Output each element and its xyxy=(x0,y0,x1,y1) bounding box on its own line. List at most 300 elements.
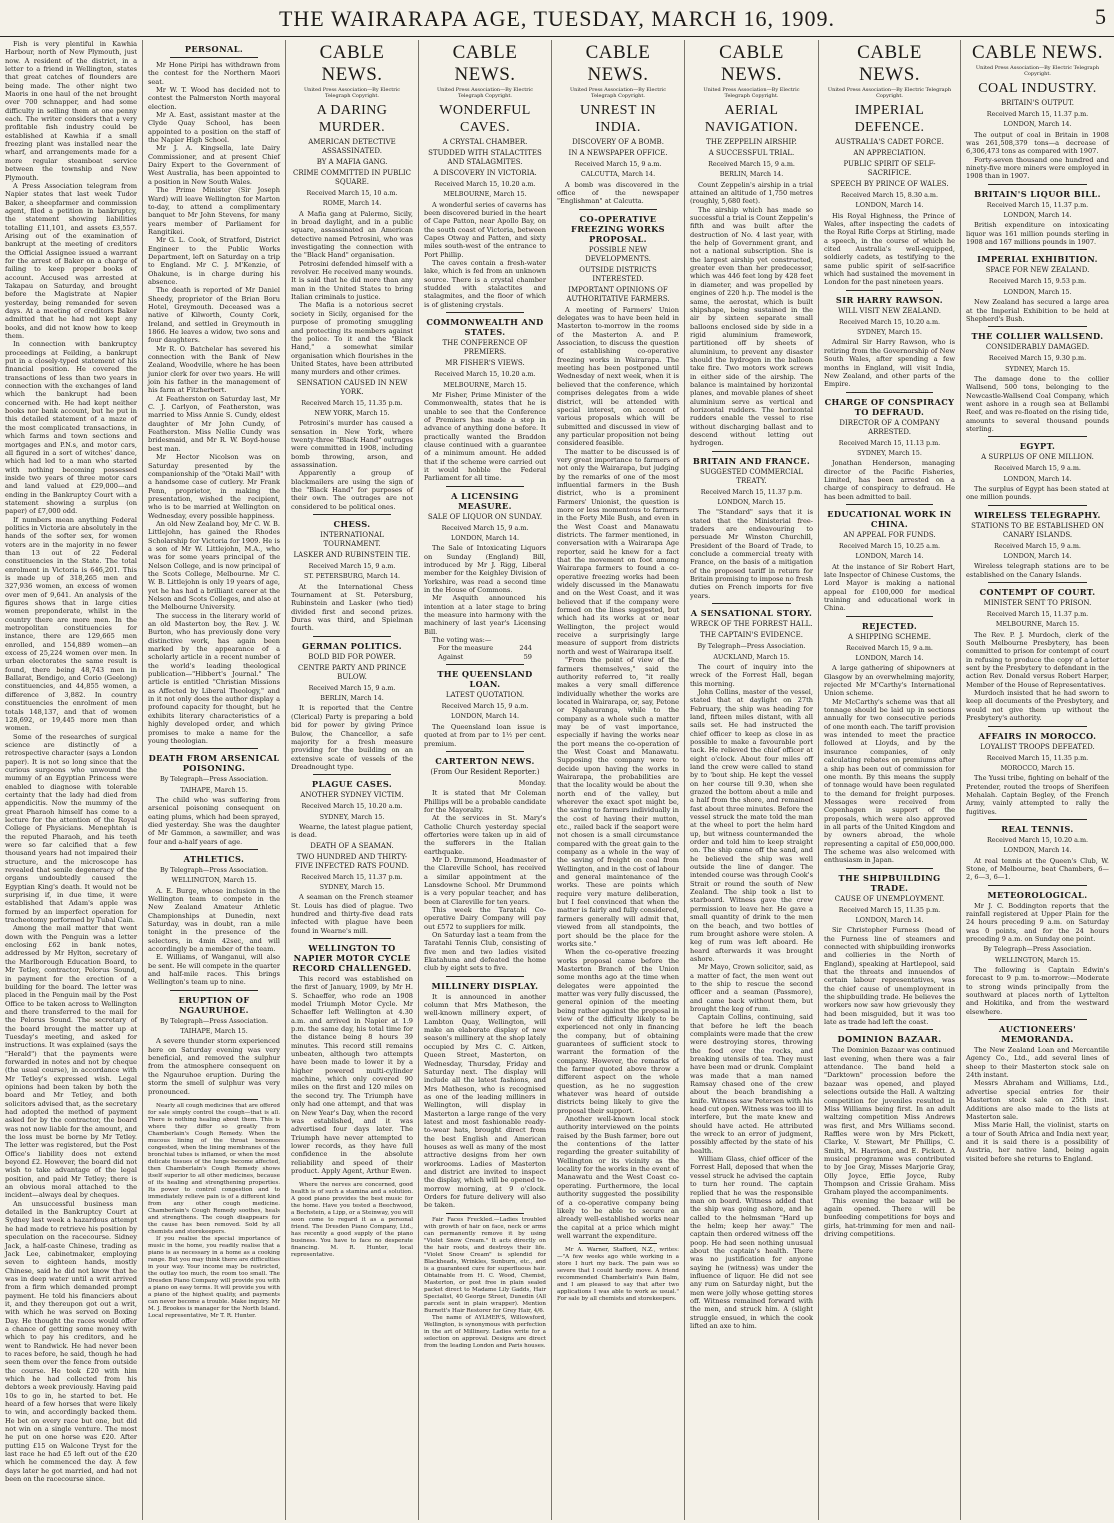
received-line: Received March 15, 11.35 p.m. xyxy=(986,753,1089,762)
subheading: SUGGESTED COMMERCIAL TREATY. xyxy=(699,467,804,485)
divider xyxy=(446,486,524,487)
paragraph: The Dominion Bazaar was continued last evening, when there was a fair attendance. The band held a "Darktown" procession before the bazaar was opened, and played selections outside the Hall. A waltzing competition for juveniles resulted in Miss Williams being first. In an adult waltzing competition Miss Andrews was first, and Mrs Williams second. Raffles were won by Mrs Pickett, Clarke, V. Stewart, Mr Phillips, C. Smith, M. Harrison, and E. Pickett. A musical programme was contributed to by Joe Gray, Misses Marjorie Gray, Olly Joyce, Effie Joyce, Ruby Thompson and Crissie Graham. Miss Graham played the accompaniments. xyxy=(824,1046,955,1197)
divider xyxy=(988,582,1087,583)
paragraph: It is stated that Mr Coleman Phillips will be a probable candidate for the Mayoralty. xyxy=(424,789,546,814)
advertisement: The name of AYLMER'S, Willowsford, Wellington, is synonymous with perfection in the art of Millinery. Ladies write for a selection on approval. Designs are direct from the leading London and Paris houses. xyxy=(424,1314,546,1349)
divider xyxy=(846,868,933,869)
divider xyxy=(988,326,1087,327)
advertisement: If you realise the special importance of music in the home, you readily realise that a piano is as necessary in a home as a cooking range. But you may think there are difficulties in your way. Your income may be restricted, the outlay too much, the room too small. The Dresden Piano Company will provide you with a piano on easy terms. It will provide you with a piano of the highest quality, and payments can never become a trouble. Make inquiry. Mr M. J. Brookes is manager for the North Island. Local representative, Mr T. R. Hunter. xyxy=(148,1235,280,1319)
paragraph: E. Williams, of Wanganui, will also be sent. He will compete in the quarter and half-mile races. This brings Wellington's team up to nine. xyxy=(148,953,280,987)
subheading: CONSIDERABLY DAMAGED. xyxy=(985,343,1090,352)
received-line: Received March 15, 11.35 p.m. xyxy=(301,398,403,407)
received-line: Received March 15, 9 a.m. xyxy=(308,683,396,692)
paragraph: Mr Fisher, Prime Minister of the Commonwealth, states that he is unable to see that the Conference of Premiers has made a step in advance of anything done before. It practically wanted the Braddon clause continued with a guarantee of a minimum amount. He added that if the scheme were carried out it would hobble the Federal Parliament for all time. xyxy=(424,390,546,483)
page-number: 5 xyxy=(1095,4,1106,29)
paragraph: Apparently a group of blackmailers are using the sign of the "Black Hand" for purposes of their own. The outrages are not considered to be political ones. xyxy=(291,469,413,511)
subheading: AMERICAN DETECTIVE ASSASSINATED. xyxy=(308,138,396,155)
subheading: LATEST QUOTATION. xyxy=(445,691,525,700)
section-heading: CHESS. xyxy=(333,519,371,530)
vote-row xyxy=(424,653,546,661)
divider xyxy=(712,451,791,452)
paragraph: Mr Hector Nicolson was on Saturday presented by the companionship of the "Otaki Mail" with a handsome case of cutlery. Mr Frank Penn, proprietor, in making the presentation, wished the recipient, who is to be married at Wellington on Wednesday, every possible happiness. xyxy=(148,453,280,520)
section-heading: GERMAN POLITICS. xyxy=(302,640,402,651)
received-line: Received March 15, 11.37 p.m. xyxy=(986,200,1089,209)
paragraph: A meeting of Farmers' Union delegates was to have been held in Masterton to-morrow in the rooms of the Masterton A. and P. Association, to discuss the question of establishing co-operative freezing works in Wairarapa. The meeting has been postponed until Wednesday of next week, when it is believed that the conference, which comprises delegates from a wide district, will be attended with special interest, on account of various proposals which will be submitted and discussed in view of any particular proposition not being considered feasible. xyxy=(557,305,679,448)
paragraph: The airship which has made so successful a trial is Count Zeppelin's fifth and was built after the destruction of No. 4 last year, with the help of Government grant, and not a national subscription. She is the largest airship yet constructed, greater even than her predecessor, which was 446 feet long by 428 feet in diameter, and was propelled by engines of 220 h.p. The model is the same, the aerostat, which is built shipshape, being sustained in the air by sixteen separate small balloons enclosed side by side in a rigid aluminium framework, partitioned off by sheets of aluminium, to prevent any disaster should the hydrogen in the balloon take fire. Two motors work screws in either side of the airship. The balance is maintained by horizontal planes, and movable planes of sheet aluminium serve as vertical and horizontal rudders. The horizontal rudders enable the vessel to rise without discharging ballast and to descend without letting out hydrogen. xyxy=(690,205,813,448)
vote-label: Against xyxy=(438,652,464,661)
subheading: A CRYSTAL CHAMBER. xyxy=(442,138,528,146)
dateline: MELBOURNE, March 15. xyxy=(443,380,527,389)
paragraph: An unsuccessful business man detailed in the Bankruptcy Court at Sydney last week a hazardous attempt he had made to retrieve his position by speculation on the racecourse. Sidney Jack, a half-caste Chinese, trading as Jack Lee, cabinetmaker, employing seven to eighteen hands, mostly Chinese, said he did not know that he was in deep water until a writ arrived from a firm which demanded prompt payment. He told his financiers about it, and they thereupon got out a writ, with which he was served on Boxing Day. He thought the races would offer a chance of getting some money with which to pay his creditors, and he went to Randwick. He had never been to races before, he said, though he had seen them over the fence from outside the course. He took £20 with him which he had collected from his debtors a week previously. Having paid 10s to go in, he started to bet. He heard of a few horses that were likely to win, and accordingly backed them. He bet on every race but one, but did not win on a single venture. The most he put on one horse was £20. After putting £15 on Walcone Tryst for the last race he had £5 left out of the £20 which he commenced the day. A few days later he got married, and had not been on the racecourse since. xyxy=(5,1199,137,1484)
paragraph: A severe thunder storm experienced here on Saturday evening was very beneficial, and removed the sulphur from the atmosphere consequent on the Ngauruhoe eruption. During the storm the smell of sulphur was very pronounced. xyxy=(148,1037,280,1096)
copyright-credit: United Press Association—By Electric Telegraph Copyright. xyxy=(436,87,534,99)
received-line: Received March 15, 9 a.m. xyxy=(574,160,662,168)
section-heading: A LICENSING MEASURE. xyxy=(451,490,519,511)
received-line: Received March 15, 11.13 p.m. xyxy=(838,438,941,447)
cable-news-heading: CABLE NEWS. xyxy=(857,42,922,85)
paragraph: If numbers mean anything Federal politics in Victoria are absolutely in the hands of the softer sex, for women voters are in the majority in no fewer than 13 out of 22 Federal constituencies in the State. The total enrolment in Victoria is 646,201. This is made up of 318,265 men and 327,936 women, an excess of women over men of 9,641. An analysis of the figures shows that in large cities women preponderate, whilst in the country there are more men. In the metropolitan constituencies for instance, there are 129,665 men enrolled, and 154,889 women—an excess of 25,224 women over men. In urban electorates the same result is found, there being 48,743 men in Ballarat, Bendigo, and Corio (Geelong) constituencies, and 44,855 women, a difference of 3,882. In country constituencies the enrolment of men totals 148,137, and that of women 128,692, or 19,445 more men than women. xyxy=(5,515,137,733)
received-line: Received March 15, 10.20 a.m. xyxy=(434,180,536,188)
subheading: CENTRE PARTY AND PRINCE BULOW. xyxy=(297,663,406,681)
divider xyxy=(988,885,1087,886)
dateline: LONDON, March 14. xyxy=(855,915,924,924)
subheading: CAUSE OF UNEMPLOYMENT. xyxy=(834,894,945,903)
paragraph: "From the point of view of the farmers themselves," said the authority referred to, "it really makes a very small difference individually whether the works are located in Wairarapa, or, say, Petone or Ngahauranga, while to the company as a whole such a matter may be of vast importance, especially if having the works near the port means the co-operation of the West Coast and Manawatu. Supposing the company were to decide upon having the works in Wairarapa, the probabilities are that the locality would be about the north end of the valley, but wherever the exact spot might be, the saving to farmers individually in the cost of having their mutton, etc., railed back if the seaport were not chosen is a small circumstance compared with the great gain to the company as a whole in the way of the saving of freight on coal from Wellington, and in the cost of labour and general maintenance of the works. These are points which require very mature deliberation, but I feel convinced that when the matter is fairly and fully considered, farmers generally will admit that, viewed from all standpoints, the port should be the place for the works site." xyxy=(557,656,679,948)
paragraph: Some of the researches of surgical science are distinctly of a retrospective character (says a London paper). It is not so long since that the curious surgeons who unwound the mummy of an Egyptian Princess were enabled to diagnose with tolerable certainty that the lady had died from appendicitis. Now the mummy of the great Pharaoh himself has come to a lecture for the attention of the Royal College of Physicians. Menephtah is the reputed Pharaoh, and his teeth were so far calcified that a few thousand years had not impaired their structure, and the microscope has revealed that senile degeneracy of the organs undoubtedly caused the Egyptian King's death. It would not be surprising if, in due time, it were established that Adam's apple was formed by an imperfect operation for tracheotomy performed by Tubal Cain. xyxy=(5,732,137,925)
paragraph: An old New Zealand boy, Mr C. W. B. Littlejohn, has gained the Rhodes Scholarship for Victoria for 1909. He is a son of Mr W. Littlejohn, M.A., who was for some years principal of the Nelson College, and is now principal of the Scots College, Melbourne. Mr C. W. B. Littlejohn is only 19 years of age, yet he has had a brilliant career at the Nelson and Scots Colleges, and also at the Melbourne University. xyxy=(148,519,280,612)
cable-news-heading: CABLE NEWS. xyxy=(319,42,385,85)
divider xyxy=(313,938,391,939)
headline: A DARING MURDER. xyxy=(316,103,388,135)
byline: By Telegraph—Press Association. xyxy=(159,775,269,784)
divider xyxy=(988,505,1087,506)
received-line: Received March 15, 10.20 a.m. xyxy=(434,370,536,379)
byline: By Telegraph—Press Association. xyxy=(159,865,269,874)
paragraph: At the services in St. Mary's Catholic Church yesterday special offertories were taken up in aid of the sufferers in the Italian earthquake. xyxy=(424,814,546,856)
section-heading: DEATH FROM ARSENICAL POISONING. xyxy=(148,753,280,774)
section-heading: WIRELESS TELEGRAPHY. xyxy=(974,509,1101,520)
paragraph: This record was established on the first of January, 1909, by Mr H. S. Schaeffer, who rode an 1908 model Triumph Motor Cycle. Mr Schaeffer left Wellington at 4.30 a.m. and arrived in Napier at 1.9 p.m. the same day, his total time for the distance being 8 hours 39 minutes. This record still remains unbeaten, although two attempts have been made to lower it by a higher powered multi-cylinder machine, which only covered 90 miles on the first and 120 miles on the second try. The Triumph have only had one attempt, and that was on New Year's Day, when the record was established, and it was advertised four days later. The Triumph have never attempted to lower records, as they have full confidence in the absolute reliability and speed of their product. Apply Agent, Arthur Ewen. xyxy=(291,975,413,1175)
column-2 xyxy=(142,40,285,1520)
section-heading: ATHLETICS. xyxy=(183,853,245,864)
received-line: Received March 15, 8.30 a.m. xyxy=(840,191,939,199)
headline: AERIAL NAVIGATION. xyxy=(704,103,799,135)
subheading: IMPORTANT OPINIONS OF AUTHORITATIVE FARMERS. xyxy=(566,285,670,303)
paragraph: The caves contain a fresh-water lake, which is fed from an unknown source. There is a crystal chamber studded with stalactites and stalagmites, and the floor of which is of glistening crystals. xyxy=(424,259,546,309)
section-heading: AFFAIRS IN MOROCCO. xyxy=(978,730,1097,741)
divider xyxy=(988,249,1087,250)
dateline: LONDON, March 14. xyxy=(451,712,519,721)
cable-news-heading: CABLE NEWS. xyxy=(971,42,1104,63)
paragraph: Mr J. A. Kingsella, late Dairy Commissioner, and at present Chief Dairy Expert to the Government of West Australia, has been appointed to a position in New South Wales. xyxy=(148,144,280,186)
divider xyxy=(988,726,1087,727)
divider xyxy=(170,1099,258,1100)
dateline: MOROCCO, March 15. xyxy=(1000,763,1075,772)
paragraph: A large gathering of shipowners at Glasgow by an overwhelming majority, rejected Mr M'Carthy's International Union scheme. xyxy=(824,664,955,698)
dateline: NEW YORK, March 15. xyxy=(314,408,390,417)
paragraph: William Glass, chief officer of the Forrest Hall, deposed that when the vessel struck he advised the captain to turn her round. The captain replied that he was the responsible man on board. Witness added that the ship was going ashore, and he called to the helmsman "Hard up the helm; keep her away." The captain then ordered witness off the poop. He had seen nothing unusual about the captain's health. There was no justification for anyone saying he (witness) was under the influence of liquor. He did not see any rum on Saturday night, but the men were jolly whose getting stores off. Witness remained forward with the men, and struck him. A (slight struggle ensued, in which the cook lifted an axe to him. xyxy=(690,1155,813,1330)
subheading: BOLD BID FOR POWER. xyxy=(308,652,396,661)
paragraph: The death is reported of Mr Daniel Sheedy, proprietor of the Brian Boru Hotel, Greymouth. Deceased was a native of Kilworth, County Cork, Ireland, and settled in Greymouth in 1866. He leaves a widow, two sons and four daughters. xyxy=(148,286,280,345)
divider xyxy=(313,636,391,637)
dateline: LONDON, March 14. xyxy=(1003,211,1072,220)
copyright-credit: United Press Association—By Electric Telegraph Copyright. xyxy=(703,87,800,99)
paragraph: Wireless telegraph stations are to be established on the Canary Islands. xyxy=(966,562,1109,579)
column-3 xyxy=(285,40,418,1520)
section-heading: SIR HARRY RAWSON. xyxy=(835,294,944,305)
subheading: AN APPEAL FOR FUNDS. xyxy=(843,530,936,539)
paragraph: Wearne, the latest plague patient, is dead. xyxy=(291,822,413,840)
paragraph: The Rev. P. J. Murdoch, clerk of the South Melbourne Presbytery, has been committed to prison for contempt of court in refusing to produce the copy of a letter sent by the Presbytery to defendant in the action Rev. Donald versus Robert Harper, Member of the House of Representatives. xyxy=(966,630,1109,689)
cable-news-heading: CABLE NEWS. xyxy=(719,42,784,85)
paragraph: Fish is very plentiful in Kawhia Harbour, north of New Plymouth, just now. A resident of the district, in a letter to a friend in Wellington, states that great catches of flounders are being made. The other night two Maoris in one haul of the net brought over 700 schnapper, and had some difficulty in selling them at one penny each. The writer considers that a very profitable fish industry could be established at Kawhia if a small freezing plant was installed near the wharf, and arrangements made for a more regular steamboat service between the township and New Plymouth. xyxy=(5,40,137,182)
subheading: A SURPLUS OF ONE MILLION. xyxy=(981,453,1094,462)
paragraph: Petrosini defended himself with a revolver. He received many wounds. It is said that he did more than any man in the United States to bring Italian criminals to justice. xyxy=(291,259,413,302)
subheading: THE CONFERENCE OF PREMIERS. xyxy=(442,339,528,357)
section-heading: THE COLLIER WALLSEND. xyxy=(971,331,1104,342)
paragraph: Mr G. L. Cook, of Stratford, District Engineer to the Public Works Department, left on Saturday on a trip to England. Mr C. J. M'Kenzie, of Ohakune, is in charge during his absence. xyxy=(148,236,280,286)
received-line: Received March 15, 9 a.m. xyxy=(441,523,529,532)
received-line: Received March 15, 9 a.m. xyxy=(994,464,1081,473)
headline: WONDERFUL CAVES. xyxy=(439,103,531,135)
received-line: Received March 15, 9 a.m. xyxy=(308,562,396,571)
subheading: MR FISHER'S VIEWS. xyxy=(445,359,525,368)
divider xyxy=(846,1029,933,1030)
subheading: A DISCOVERY IN VICTORIA. xyxy=(433,169,537,177)
divider xyxy=(579,209,657,210)
paragraph: Mr Asquith announced his intention at a later stage to bring the measure into harmony with the machinery of last year's Licensing Bill. xyxy=(424,594,546,636)
paragraph: Another well-known local stock authority interviewed on the points raised by the Bush farmer, bore out the contentions of the latter regarding the greater suitability of Wellington or its vicinity as the locality for the works in the event of Manawatu and the West Coast co-operating. Furthermore, the local authority suggested the possibility of a co-operative company being likely to be able to secure an already well-established works near the capital at a price which might well warrant the expenditure. xyxy=(557,1115,679,1240)
paragraph: The success in the literary world of an old Masterton boy, the Rev. J. W. Burton, who has previously done very distinctive work, has again been marked by the appearance of a scholarly article in a recent number of the world's leading theological publication—"Hibbert's Journal." The article is entitled "Christian Missions as Affected by Liberal Theology," and in it not only does the author display a profound capacity for thought, but he exhibits literary characteristics of a highly developed order, and which promises to make a name for the young theologian. xyxy=(148,611,280,745)
divider xyxy=(170,748,258,749)
divider xyxy=(988,184,1087,185)
paragraph: A Mafia gang at Palermo, Sicily, in broad daylight, and in a public square, assassinated an American detective named Petrosini, who was investigating the connection with the "Black Hand" organisation. xyxy=(291,209,413,260)
cable-news-heading: CABLE NEWS. xyxy=(452,42,518,85)
received-line: Received March 15, 9 a.m. xyxy=(441,702,529,711)
vote-value: 59 xyxy=(523,652,532,661)
divider xyxy=(313,774,391,775)
divider xyxy=(846,290,933,291)
paragraph: This evening the bazaar will be again opened. There will be bunfeeding competitions for boys and girls, hat-trimming for men and nail-driving competitions. xyxy=(824,1196,955,1238)
paragraph: On Saturday last a team from the Taratahi Tennis Club, consisting of five men and two ladies visited Ekatahuna and defeated the home club by eight sets to five. xyxy=(424,931,546,973)
dateline: LONDON, March 14. xyxy=(855,552,924,561)
paragraph: Mr A. East, assistant master at the Clyde Quay School, has been appointed to a position on the staff of the Napier High School. xyxy=(148,111,280,145)
subheading: SPEECH BY PRINCE OF WALES. xyxy=(830,180,949,188)
divider xyxy=(446,976,524,977)
subheading: BY A MAFIA GANG. xyxy=(316,158,388,166)
subheading: DIRECTOR OF A COMPANY ARRESTED. xyxy=(839,418,940,436)
newspaper-title: THE WAIRARAPA AGE, TUESDAY, MARCH 16, 1909. xyxy=(278,6,835,31)
section-heading: DOMINION BAZAAR. xyxy=(837,1034,942,1045)
section-heading: AUCTIONEERS' MEMORANDA. xyxy=(998,1024,1077,1045)
paragraph: It is reported that the Centre (Clerical) Party is preparing a bold bid for power by giving Prince Bulow, the Chancellor, a safe majority for a fresh measure providing for the building on an extensive scale of vessels of the Dreadnought type. xyxy=(291,704,413,771)
divider xyxy=(170,57,258,58)
section-heading: EGYPT. xyxy=(1019,441,1056,452)
advertisement: Where the nerves are concerned, good health is of such a stamina and a solution. A good piano provides the best music for the home. Have you tested a Beechwood, a Bechstein, a Lipp, or a Steinway, you will soon come to regard it as a personal friend. The Dresden Piano Company, Ltd., has recently a good supply of the piano business. You have to face no desperate financing. M. R. Hunter, local representative. xyxy=(291,1182,413,1259)
dateline: CALCUTTA, March 14. xyxy=(580,170,656,179)
received-line: Received March 15, 9.53 p.m. xyxy=(988,277,1087,286)
received-line: Received March 15, 11.37 p.m. xyxy=(986,610,1089,619)
paragraph: At the instance of Sir Robert Hart, late Inspector of Chinese Customs, the Lord Mayor is making a national appeal for £100,000 for medical training and educational work in China. xyxy=(824,562,955,613)
paragraph: Count Zeppelin's airship in a trial attained an altitude of 1,750 metres (roughly, 5,680 feet). xyxy=(690,180,813,206)
paragraph: Murdoch insisted that he had sworn to keep all documents of the Presbytery, and would not give them up without the Presbytery's authority. xyxy=(966,689,1109,723)
copyright-credit: United Press Association—By Electric Telegraph Copyright. xyxy=(975,65,1100,77)
paragraph: Admiral Sir Harry Rawson, who is retiring from the Governorship of New South Wales, after spending a few months in England, will visit India, New Zealand, and other parts of the Empire. xyxy=(824,338,955,389)
paragraph: New Zealand has secured a large area at the Imperial Exhibition to be held at Shepherd's Bush. xyxy=(966,298,1109,323)
paragraph: It is announced in another column that Mrs Matheson, the well-known millinery expert, of Lambton Quay, Wellington, will make an elaborate display of new season's millinery at the shop lately occupied by Mrs C. C. Aitken, Queen Street, Masterton, on Wednesday, Thursday, Friday and Saturday next. The display will include all the latest fashions, and Mrs Matheson, who is recognised as one of the leading milliners in Wellington, will display in Masterton a large range of the very latest and most fashionable ready-to-wear hats, brought direct from the best English and American houses as well as many of the most attractive designs from her own workrooms. Ladies of Masterton and district are invited to inspect the display, which will be opened to-morrow morning, at 9 o'clock. Orders for future delivery will also be taken. xyxy=(424,992,546,1210)
dateline: SYDNEY, March 15. xyxy=(319,882,385,891)
paragraph: The "Standard" says that it is stated that the Ministerial free-traders are endeavouring to persuade Mr Winston Churchill, President of the Board of Trade, to conclude a commercial treaty with France, on the basis of a mitigation of the proposed tariff in return for Britain promising to impose no fresh duties on French imports for five years. xyxy=(690,508,813,600)
received-line: Received March 15, 9 a.m. xyxy=(708,160,795,168)
headline: COAL INDUSTRY. xyxy=(978,81,1097,96)
section-heading: WELLINGTON TO NAPIER MOTOR CYCLE RECORD CHALLENGED. xyxy=(292,943,412,973)
paragraph: His Royal Highness, the Prince of Wales, after inspecting the cadets of the Royal Rifle Corps at Stirling, made a speech, in the course of which he cited Australia's well-equipped, soldierly cadets, as testifying to the same public spirit of self-sacrifice which had sustained the movement in London for the past nineteen years. xyxy=(824,211,955,287)
subheading: THE ZEPPELIN AIRSHIP. xyxy=(706,138,797,146)
paragraph: The following is Captain Edwin's forecast to 9 p.m. to-morrow:—Moderate to strong winds principally from the southward at places north of Lyttelton and Hokitika, and from the westward elsewhere. xyxy=(966,966,1109,1016)
paragraph: Mr McCarthy's scheme was that all tonnage should be laid up in sections annually for two consecutive periods of one month each. The tariff provision was intended to meet the practice followed at Lloyds, and by the insurance companies, of only calculating rebates on premiums after a ship has been out of commission for one month. By this means the supply of tonnage would have been regulated to the demand for freight purposes. Messages were received from Copenhagen in support of the proposals, which were also approved in all parts of the United Kingdom and by owners abroad, the whole representing a capital of £50,000,000. The scheme was also welcomed with enthusiasm in Japan. xyxy=(824,697,955,865)
paragraph: At the International Chess Tournament at St. Petersburg, Rubinstein and Lasker (who tied) divided first and second prizes. Duras was third, and Spielman fourth. xyxy=(291,582,413,633)
subheading: AUSTRALIA'S CADET FORCE. xyxy=(835,138,944,146)
section-heading: CARTERTON NEWS. xyxy=(435,755,535,766)
section-heading: THE QUEENSLAND LOAN. xyxy=(437,669,533,690)
paragraph: Mr D. Drummond, Headmaster of the Clareville School, has received a similar appointment at the Lansdowne School. Mr Drummond is a very popular teacher, and has been at Clareville for ten years. xyxy=(424,855,546,906)
paragraph: Forty-seven thousand one hundred and ninety-five more miners were employed in 1908 than in 1907. xyxy=(966,155,1109,181)
dateline: LONDON, March 14. xyxy=(1003,846,1072,855)
paragraph: Among the mail matter that went down with the Penguin was a letter enclosing £62 in bank notes, addressed by Mr Hylton, secretary of the Marlborough Education Board, to Mr Tetley, contractor, Pelorus Sound, in payment for the erection of a building for the board. The letter was placed in the Penguin mail by the Post Office to be taken across to Wellington and there transferred to the mail for the Pelorus Sound. The secretary of the board brought the matter up at Tuesday's meeting, and asked for instructions. It was explained (says the "Herald") that the payments were forwarded in notes and not by cheque (the usual course), in accordance with Mr Tetley's expressed wish. Legal opinions had been taken by both the board and Mr Tetley, and both solicitors advised that, as the secretary had adopted the method of payment asked for by the contractor, the board was not now liable for the amount, and the loss must be borne by Mr Tetley. The letter was registered, but the Post Office's liability does not extend beyond £2. However, the board did not wish to take advantage of the legal position, and paid Mr Tetley; there is an obvious moral attached to the incident—always deal by cheques. xyxy=(5,924,137,1200)
divider xyxy=(579,1243,657,1244)
subheading: ANOTHER SYDNEY VICTIM. xyxy=(300,791,404,800)
dateline: MELBOURNE, March 15. xyxy=(443,190,527,199)
received-line: Received March 15, 10.20 a.m. xyxy=(301,802,403,811)
column-1 xyxy=(0,40,142,1520)
vote-label: For the measure xyxy=(438,644,494,653)
divider xyxy=(170,990,258,991)
paragraph: Mr Hone Piripi has withdrawn from the contest for the Northern Maori seat. xyxy=(148,61,280,86)
subheading: (From Our Resident Reporter.) xyxy=(430,767,540,776)
received-line: Received March 15, 10 a.m. xyxy=(306,189,398,197)
paragraph: In connection with bankruptcy proceedings at Feilding, a bankrupt put in a closely-typed statement of his financial position. He covered the transactions of less than two years in connection with the exchanges of land which the bankrupt had been concerned with. He had kept neither books nor bank account, but he put in this detailed statement of a maze of the most complicated transactions, in which farms and town sections and mortgages and P.N.s, and motor cars, all figured in a sort of witches' dance, which had led to a man who started with nothing becoming possessed inside two years of three motor cars and land valued at £29,000—and ending in the Bankruptcy Court with a statement showing a surplus (on paper) of £7,000 odd. xyxy=(5,340,137,516)
advertisement: Nearly all cough medicines that are offered for sale simply control the cough—that is all. There is nothing healing about them. This is where they differ so greatly from Chamberlain's Cough Remedy. When the mucous lining of the throat becomes congested, when the lining membranes of the bronchial tubes is inflamed, or when the most delicate tissues of the lungs become affected, then Chamberlain's Cough Remedy shows itself superior to all other medicines, because of its healing and strengthening properties. Its power to control congestion and to immediately relieve pain is of a different kind from any other cough medicine. Chamberlain's Cough Remedy soothes, heals and strengthens. The cough disappears for the cause has been removed. Sold by all chemists and storekeepers. xyxy=(148,1102,280,1235)
section-heading: MILLINERY DISPLAY. xyxy=(431,980,539,991)
masthead xyxy=(0,0,1114,37)
divider xyxy=(988,436,1087,437)
cable-news-heading: CABLE NEWS. xyxy=(585,42,651,85)
paragraph: The Mafia is a notorious secret society in Sicily, organised for the purpose of promoting smuggling and protecting its members against the police. To it and the "Black Hand," a somewhat similar organisation which flourishes in the United States, have been attributed many murders and other crimes. xyxy=(291,301,413,377)
paragraph: Miss Marie Hall, the violinist, starts on a tour of South Africa and India next year, and it is said there is a possibility of Austria, her native land, being again visited before she returns to England. xyxy=(966,1121,1109,1163)
byline: By Telegraph—Press Association. xyxy=(159,1016,269,1025)
section-heading: REJECTED. xyxy=(861,620,918,631)
vote-value: 244 xyxy=(519,644,532,653)
dateline: SYDNEY, March 15. xyxy=(857,448,922,457)
advertisement: Mr A. Warner, Stafford, N.Z., writes:—"A few weeks ago while working in a store I hurt my back. The pain was so severe that I could hardly move. A friend recommended Chamberlain's Pain Balm, and I am pleased to say that after two applications I was able to work as usual." For sale by all chemists and storekeepers. xyxy=(557,1247,679,1303)
subheading: WRECK OF THE FORREST HALL. xyxy=(690,620,813,629)
divider xyxy=(712,603,791,604)
subheading: IN A NEWSPAPER OFFICE. xyxy=(568,149,668,157)
subheading: STUDDED WITH STALACTITES AND STALAGMITES. xyxy=(428,149,542,166)
paragraph: The damage done to the collier Wallsend, 500 tons, belonging to the Newcastle-Wallsend Coal Company, which went ashore in a rough sea at Bellambi Reef, and was re-floated on the rising tide, amounts to several thousand pounds sterling. xyxy=(966,374,1109,433)
dateline: WELLINGTON, March 15. xyxy=(995,955,1080,964)
dateline: BERLIN, March 14. xyxy=(320,694,384,703)
subheading: POSSIBLE NEW DEVELOPMENTS. xyxy=(585,245,651,263)
received-line: Received March 15, 9 a.m. xyxy=(994,541,1081,550)
article-columns xyxy=(0,40,1114,1520)
section-heading: CO-OPERATIVE FREEZING WORKS PROPOSAL. xyxy=(571,213,665,244)
dateline: SYDNEY, March 15. xyxy=(1005,364,1070,373)
subheading: SENSATION CAUSED IN NEW YORK. xyxy=(296,378,408,396)
paragraph: The surplus of Egypt has been stated at one million pounds. xyxy=(966,484,1109,502)
dateline: WELLINGTON, March 15. xyxy=(171,876,257,885)
subheading: LASKER AND RUBINSTEIN TIE. xyxy=(293,551,411,560)
subheading: A SUCCESSFUL TRIAL. xyxy=(708,149,795,157)
paragraph: The matter to be discussed is of very great importance to farmers of not only the Wairarapa, but judging by the remarks of one of the most influential farmers in the Bush district, who is a prominent Farmers' Unionist, the question is more or less momentous to farmers in the Forty Mile Bush, and even in the West Coast and Manawatu districts. The farmer mentioned, in conversation with a Wairarapa Age reporter, said he knew for a fact that the movement on foot among Wairarapa farmers to found a co-operative freezing works had been widely discussed in the Manawatu and on the West Coast, and it was believed that if the company were formed on the lines suggested, but which had its works at or near Wellington, the project would receive a surprisingly large measure of support from districts north and west of Wairarapa itself. xyxy=(557,447,679,656)
paragraph: A seaman on the French steamer St. Louis has died of plague. Two hundred and thirty-five dead rats infected with plague have been found in Wearne's mill. xyxy=(291,893,413,935)
column-4 xyxy=(418,40,551,1520)
copyright-credit: United Press Association—By Electric Telegraph Copyright. xyxy=(303,87,401,99)
column-7 xyxy=(818,40,960,1520)
received-line: Received March 15, 11.37 p.m. xyxy=(301,872,403,881)
subheading: A SHIPPING SCHEME. xyxy=(848,632,931,641)
divider xyxy=(846,504,933,505)
paragraph: At Featherston on Saturday last, Mr C. J. Carlyon, of Featherston, was married to Miss Annie S. Cundy, eldest daughter of Mr John Cundy, of Featherston. Miss Nellie Cundy was bridesmaid, and Mr R. W. Boyd-house best man. xyxy=(148,394,280,453)
divider xyxy=(446,312,524,313)
subheading: LOYALIST TROOPS DEFEATED. xyxy=(980,742,1095,751)
paragraph: Mr J. C. Boddington reports that the rainfall registered at Upper Plain for the 24 hours preceding 9 a.m. on Saturday was 0 points, and for the 24 hours preceding 9 a.m. on Sunday one point. xyxy=(966,901,1109,943)
subheading: WILL VISIT NEW ZEALAND. xyxy=(838,306,941,315)
paragraph: John Collins, master of the vessel, stated that at daylight on 27th February, the ship was heading for land, fifteen miles distant, with all sails set. He had instructed the chief officer to keep as close in as possible to make a favourable port tack. He relieved the chief officer at eight o'clock. About four miles off land the crew were called to stand by to 'bout ship. He kept the vessel on her course till 9.30, when she grazed the bottom about a mile and a half from the shore, and remained fast about three minutes. Before the vessel struck the mate told the man at the wheel to port the helm hard up, but witness countermanded the order and told him to keep straight on. The ship came off the sand, and he believed the ship was well outside the line of danger. The intended course was through Cook's Strait or round the south of New Zealand. The ship took a list to starboard. Witness gave the crew permission to leave her. He gave a small quantity of drink to the men on the beach, and two bottles of rum brought ashore were stolen. A keg of rum was left aboard. He heard afterwards it was brought ashore. xyxy=(690,687,813,963)
section-heading: ERUPTION OF NGAURUHOE. xyxy=(178,994,250,1015)
section-heading: CHARGE OF CONSPIRACY TO DEFRAUD. xyxy=(824,396,955,417)
section-heading: THE SHIPBUILDING TRADE. xyxy=(838,872,941,893)
paragraph: A. E. Burge, whose inclusion in the Wellington team to compete in the New Zealand Amateur Athletic Championships at Dunedin, next Saturday, was in doubt, ran a mile tonight in the presence of the selectors, in 4min 42sec, and will accordingly be a member of the team. xyxy=(148,886,280,954)
dateline: BERLIN, March 14. xyxy=(719,170,784,179)
dateline: LONDON, March 14. xyxy=(451,533,519,542)
byline: By Telegraph—Press Association. xyxy=(983,945,1092,954)
divider xyxy=(988,1019,1087,1020)
subheading: TWO HUNDRED AND THIRTY-FIVE INFECTED RATS FOUND. xyxy=(295,852,409,870)
subheading: SALE OF LIQUOR ON SUNDAY. xyxy=(427,512,543,521)
paragraph: The Prime Minister (Sir Joseph Ward) will leave Wellington for Marton to-day, to attend a complimentary banquet to Mr John Stevens, for many years member of Parliament for Rangitikei. xyxy=(148,186,280,236)
dateline: TAIHAPE, March 15. xyxy=(180,1027,248,1036)
column-8 xyxy=(960,40,1114,1520)
section-heading: PERSONAL. xyxy=(184,44,244,54)
paragraph: Sir Christopher Furness (head of the Furness line of steamers and connected with shipbuilding ironworks and collieries in the North of England), speaking at Hartlepool, said that the threats and innuendos of certain labour representatives, was the chief cause of unemployment in the shipbuilding trade. He believes the workers now saw how grievously they had been misguided, but it was too late as trade had left the coast. xyxy=(824,926,955,1027)
received-line: Received March 15, 10.20 a.m. xyxy=(986,835,1089,844)
divider xyxy=(846,616,933,617)
section-heading: PLAGUE CASES. xyxy=(311,779,393,790)
paragraph: At real tennis at the Queen's Club, W. Stone, of Melbourne, beat Chambers, 6—2, 6—3, 6—1. xyxy=(966,856,1109,882)
subheading: BRITAIN'S OUTPUT. xyxy=(1000,99,1074,107)
advertisement: Fair Faces Freckled.—Ladies troubled with growth of hair on face, neck or arms can permanently remove it by using "Violet Snow Cream." It acts directly on the hair roots, and destroys their life. "Violet Snow Cream" is splendid for Blackheads, Wrinkles, Sunburn, etc., and is a guaranteed cure for superfluous hair. Obtainable from H. C. Wood, Chemist, Masterton, or post free in plain sealed packet direct to Madame Lily Gadds, Hair Specialist, 40 George Street, Dunedin (All parcels sent in plain wrapper). Mention Burnett's Hair Restorer for Grey Hair, 4/6. xyxy=(424,1216,546,1314)
vote-row xyxy=(424,644,546,652)
paragraph: Jonathan Henderson, managing director of the Pacific Fisheries, Limited, has been arrested on a charge of conspiracy to defraud. He has been admitted to bail. xyxy=(824,459,955,501)
paragraph: This week the Taratahi Co-operative Dairy Company will pay out £572 to suppliers for milk. xyxy=(424,906,546,931)
section-heading: IMPERIAL EXHIBITION. xyxy=(977,254,1098,265)
dateline: LONDON, March 14. xyxy=(855,201,924,210)
dateline: LONDON, March 15. xyxy=(717,498,786,507)
paragraph: The New Zealand Loan and Mercantile Agency Co., Ltd., add several lines of sheep to their Masterton stock sale on 24th instant. xyxy=(966,1046,1109,1080)
dateline: LONDON, March 14. xyxy=(1003,120,1072,129)
divider xyxy=(446,664,524,665)
section-heading: EDUCATIONAL WORK IN CHINA. xyxy=(827,508,952,529)
copyright-credit: United Press Association—By Electric Telegraph Copyright. xyxy=(827,87,952,99)
paragraph: Messrs Abraham and Williams, Ltd., advertise special entries for their Masterton stock sale on 25th inst. Additions are also made to the lists at Masterton sale. xyxy=(966,1079,1109,1121)
dateline: SYDNEY, March 15. xyxy=(319,812,385,821)
paragraph: The output of coal in Britain in 1908 was 261,508,379 tons—a decrease of 6,306,473 tons as compared with 1907. xyxy=(966,130,1109,156)
headline: UNREST IN INDIA. xyxy=(579,103,657,135)
vote-heading: The voting was:— xyxy=(432,636,492,645)
section-heading: REAL TENNIS. xyxy=(1001,823,1074,834)
subheading: CRIME COMMITTED IN PUBLIC SQUARE. xyxy=(292,169,412,186)
dateline: LONDON, March 15. xyxy=(1003,287,1072,296)
paragraph: Captain Collins, continuing, said that before he left the beach complaints were made that the crew were destroying stores, throwing the food over the rocks, and breaking utensils of tea. They must have been mad or drunk. Complaint was made that a man named Ramsay chased one of the crew about the beach brandishing a knife. Witness saw Petersen with his head cut open. Witness was too ill to interfere, but the mate knew and should have acted. He attributed the wreck to an error of judgment, possibly affected by the state of his health. xyxy=(690,1013,813,1155)
section-heading: A SENSATIONAL STORY. xyxy=(690,608,813,619)
paragraph: A Press Association telegram from Napier states that last week Tudor Baker, a sheepfarmer and commission agent, filed a petition in bankruptcy, the statement showing liabilities totalling £11,101, and assets £3,557. Arising out of the examination of bankrupt at the meeting of creditors the Official Assignee issued a warrant for the arrest of Baker on a charge of failing to keep proper books of account. Accused was arrested at Takapau on Saturday, and brought before the Magistrate at Napier yesterday, being remanded for seven days. At a meeting of creditors Baker admitted that he had not kept any books, and did not know how to keep them. xyxy=(5,181,137,341)
dateline: LONDON, March 14. xyxy=(855,654,924,663)
divider xyxy=(313,514,391,515)
received-line: Received March 15, 9 a.m. xyxy=(846,643,933,652)
headline: IMPERIAL DEFENCE. xyxy=(854,103,925,135)
section-heading: CONTEMPT OF COURT. xyxy=(979,587,1096,598)
section-heading: METEOROLOGICAL. xyxy=(987,889,1088,900)
paragraph: When the co-operative freezing works proposal came before the Masterton Branch of the Union some months ago at the time when delegates were appointed the matter was very fully discussed, the general opinion of the meeting being rather against the proposal in view of the difficulty likely to be experienced not only in financing the company, but of obtaining guarantees of sufficient stock to warrant the formation of the company. However, the remarks of the farmer quoted above throw a different aspect on the whole question, as he no suggestion whatever was heard of outside districts being likely to give the proposal their support. xyxy=(557,948,679,1115)
column-5 xyxy=(551,40,684,1520)
column-6 xyxy=(684,40,818,1520)
dateline: LONDON, March 14. xyxy=(1003,552,1072,560)
paragraph: British expenditure on intoxicating liquor was 161 million pounds sterling in 1908 and 167 millions pounds in 1907. xyxy=(966,221,1109,247)
dateline: Monday. xyxy=(518,778,546,787)
received-line: Received March 15, 10.20 a.m. xyxy=(838,317,941,326)
subheading: SPACE FOR NEW ZEALAND. xyxy=(985,266,1090,275)
paragraph: Mr W. T. Wood has decided not to contest the Palmerston North mayoral election. xyxy=(148,86,280,111)
received-line: Received March 15, 11.37 p.m. xyxy=(986,110,1089,118)
section-heading: BRITAIN'S LIQUOR BILL. xyxy=(974,188,1101,199)
received-line: Received March 15, 10.25 a.m. xyxy=(838,541,941,550)
divider xyxy=(846,392,933,393)
subheading: THE CAPTAIN'S EVIDENCE. xyxy=(700,631,803,640)
divider xyxy=(313,1178,391,1179)
paragraph: The Sale of Intoxicating Liquors on Sunday (England) Bill, introduced by Mr J. Rigg, Liberal member for the Keighley Division of Yorkshire, was read a second time in the House of Commons. xyxy=(424,544,546,595)
subheading: INTERNATIONAL TOURNAMENT. xyxy=(320,531,384,549)
dateline: AUCKLAND, March 15. xyxy=(713,652,790,661)
paragraph: The Queensland loan issue is quoted at from par to 1½ per cent. premium. xyxy=(424,722,546,748)
paragraph: The child who was suffering from arsenical poisoning consequent on eating plums, which had been sprayed, died yesterday. She was the daughter of Mr Gammon, a sawmiller, and was four and a-half years of age. xyxy=(148,795,280,846)
paragraph: The Yussi tribe, fighting on behalf of the Pretender, routed the troops of Sherifeen Mehalah. Captain Begley, of the French Army, vainly attempted to rally the fugitives. xyxy=(966,774,1109,816)
copyright-credit: United Press Association—By Electric Telegraph Copyright. xyxy=(569,87,667,99)
subheading: PUBLIC SPIRIT OF SELF-SACRIFICE. xyxy=(843,160,936,177)
dateline: ST. PETERSBURG, March 14. xyxy=(304,572,400,581)
divider xyxy=(988,819,1087,820)
subheading: AN APPRECIATION. xyxy=(853,149,926,157)
subheading: DEATH OF A SEAMAN. xyxy=(310,841,394,850)
paragraph: Petrosini's murder has caused a sensation in New York, where twenty-three "Black Hand" outrages were committed in 1908, including bomb throwing, arson, and assassination. xyxy=(291,419,413,469)
divider xyxy=(446,751,524,752)
divider xyxy=(170,849,258,850)
section-heading: COMMONWEALTH AND STATES. xyxy=(426,317,544,338)
paragraph: Mr Mayo, Crown solicitor, said, as a matter of fact, the men went out to the ship to rescue the second officer and a seaman (Passmore), and came back without them, but brought the keg of rum. xyxy=(690,963,813,1013)
subheading: MINISTER SENT TO PRISON. xyxy=(983,599,1092,608)
dateline: ROME, March 14. xyxy=(322,199,382,208)
received-line: Received March 15, 11.37 p.m. xyxy=(700,487,803,496)
paragraph: A bomb was discovered in the office of the newspaper "Englishman" at Calcutta. xyxy=(557,180,679,206)
paragraph: A wonderful series of caverns has been discovered buried in the heart of Cape Patton, near Apollo Bay, on the south coast of Victoria, between Capes Otway and Patten, and sixty miles south-west of the entrance to Port Phillip. xyxy=(424,200,546,259)
paragraph: Mr R. O. Batchelar has severed his connection with the Bank of New Zealand, Woodville, where he has been junior clerk for over two years. He will join his father in the management of his farm at Fitzherbert. xyxy=(148,344,280,395)
byline: By Telegraph—Press Association. xyxy=(697,642,806,651)
dateline: SYDNEY, March 15. xyxy=(857,328,922,337)
subheading: DISCOVERY OF A BOMB. xyxy=(572,138,664,146)
dateline: LONDON, March 14. xyxy=(1003,474,1072,483)
section-heading: BRITAIN AND FRANCE. xyxy=(692,455,811,466)
received-line: Received March 15, 9.30 p.m. xyxy=(988,354,1087,363)
